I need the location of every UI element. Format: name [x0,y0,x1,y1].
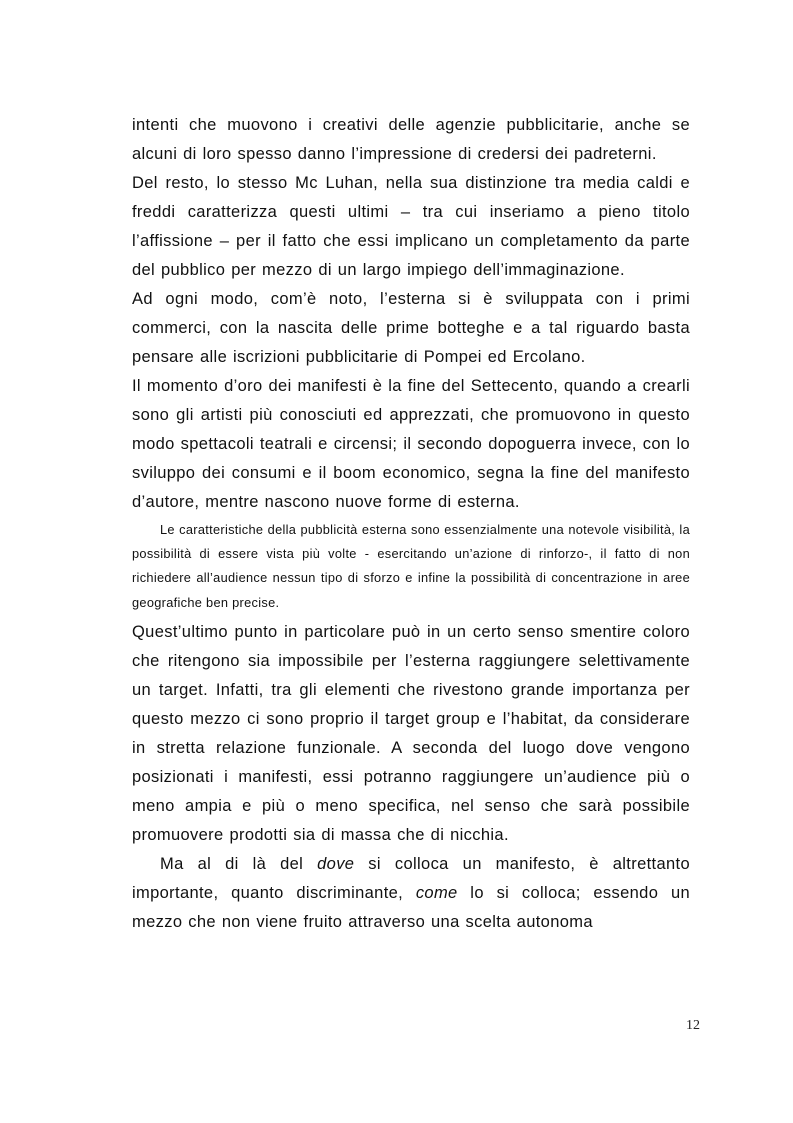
body-paragraph-6 [132,850,690,937]
page-number: 12 [686,1018,700,1033]
small-print-note: Le caratteristiche della pubblicità esterna sono essenzialmente una notevole visibilità, la possibilità di essere vista più volte - esercitando un’azione di rinforzo-, il fatto di non richiedere all’audience nessun tipo di sforzo e infine la possibilità di concentrazione in aree geografiche ben precise. [132,522,690,610]
body-paragraph-4: Il momento d’oro dei manifesti è la fine del Settecento, quando a crearli sono gli artisti più conosciuti ed apprezzati, che promuovono in questo modo spettacoli teatrali e circensi; il secondo dopoguerra invece, con lo sviluppo dei consumi e il boom economico, segna la fine del manifesto d’autore, mentre nascono nuove forme di esterna. [132,377,690,511]
paragraph-6-text-b: si colloca un manifesto, è altrettanto importante, quanto discriminante, [132,854,690,902]
italic-come: come [415,883,458,902]
body-paragraph-3: Ad ogni modo, com’è noto, l’esterna si è sviluppata con i primi commerci, con la nascita delle prime botteghe e a tal riguardo basta pensare alle iscrizioni pubblicitarie di Pompei ed Ercolano. [132,290,690,366]
paragraph-6-text-a: Ma al di là del [160,854,318,873]
italic-dove: dove [317,854,355,873]
body-paragraph-1: intenti che muovono i creativi delle agenzie pubblicitarie, anche se alcuni di loro spesso danno l’impressione di credersi dei padreterni. [132,116,690,163]
document-page [132,111,690,937]
body-paragraph-5: Quest’ultimo punto in particolare può in un certo senso smentire coloro che ritengono sia impossibile per l’esterna raggiungere selettivamente un target. Infatti, tra gli elementi che rivestono grande importanza per questo mezzo ci sono proprio il target group e l’habitat, da considerare in stretta relazione funzionale. A seconda del luogo dove vengono posizionati i manifesti, essi potranno raggiungere un’audience più o meno ampia e più o meno specifica, nel senso che sarà possibile promuovere prodotti sia di massa che di nicchia. [132,622,690,844]
body-paragraph-2: Del resto, lo stesso Mc Luhan, nella sua distinzione tra media caldi e freddi caratterizza questi ultimi – tra cui inseriamo a pieno titolo l’affissione – per il fatto che essi implicano un completamento da parte del pubblico per mezzo di un largo impiego dell’immaginazione. [132,174,690,279]
paragraph-6-text-c: lo si colloca; essendo un mezzo che non viene fruito attraverso una scelta autonoma [132,883,690,931]
